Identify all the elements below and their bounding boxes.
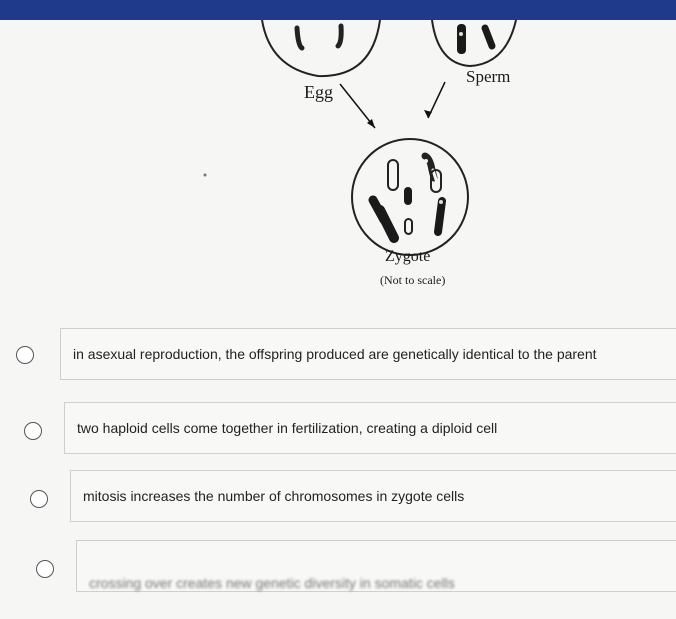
zygote-chromosome-7 bbox=[438, 201, 442, 232]
sperm-cell-outline bbox=[432, 20, 516, 66]
option-2-radio[interactable] bbox=[24, 422, 42, 440]
scale-note: (Not to scale) bbox=[380, 273, 446, 287]
option-4-text: crossing over creates new genetic diversity in somatic cells bbox=[89, 575, 455, 591]
egg-cell-outline bbox=[262, 20, 380, 76]
egg-chromosomes bbox=[297, 26, 341, 48]
option-3[interactable] bbox=[70, 470, 676, 522]
option-4-radio[interactable] bbox=[36, 560, 54, 578]
top-bar bbox=[0, 0, 676, 20]
option-2[interactable] bbox=[64, 402, 676, 454]
zygote-label: Zygote bbox=[385, 248, 431, 265]
option-1-text: in asexual reproduction, the offspring produced are genetically identical to the parent bbox=[73, 346, 597, 362]
sperm-chromosome-2 bbox=[485, 28, 492, 46]
fertilization-diagram bbox=[0, 20, 676, 320]
option-1[interactable] bbox=[60, 328, 676, 380]
option-2-text: two haploid cells come together in fertilization, creating a diploid cell bbox=[77, 420, 498, 436]
option-3-radio[interactable] bbox=[30, 490, 48, 508]
diagram-svg bbox=[0, 20, 676, 320]
option-1-radio[interactable] bbox=[16, 346, 34, 364]
sperm-label: Sperm bbox=[466, 67, 511, 86]
zygote-chromosome-1 bbox=[388, 160, 398, 190]
option-3-text: mitosis increases the number of chromosomes in zygote cells bbox=[83, 488, 465, 504]
zygote-chromosome-6 bbox=[405, 219, 412, 234]
egg-label: Egg bbox=[304, 82, 333, 102]
option-4[interactable] bbox=[76, 540, 676, 592]
zygote-chromosome-3 bbox=[404, 187, 412, 205]
sperm-chromosome-1 bbox=[457, 24, 466, 54]
